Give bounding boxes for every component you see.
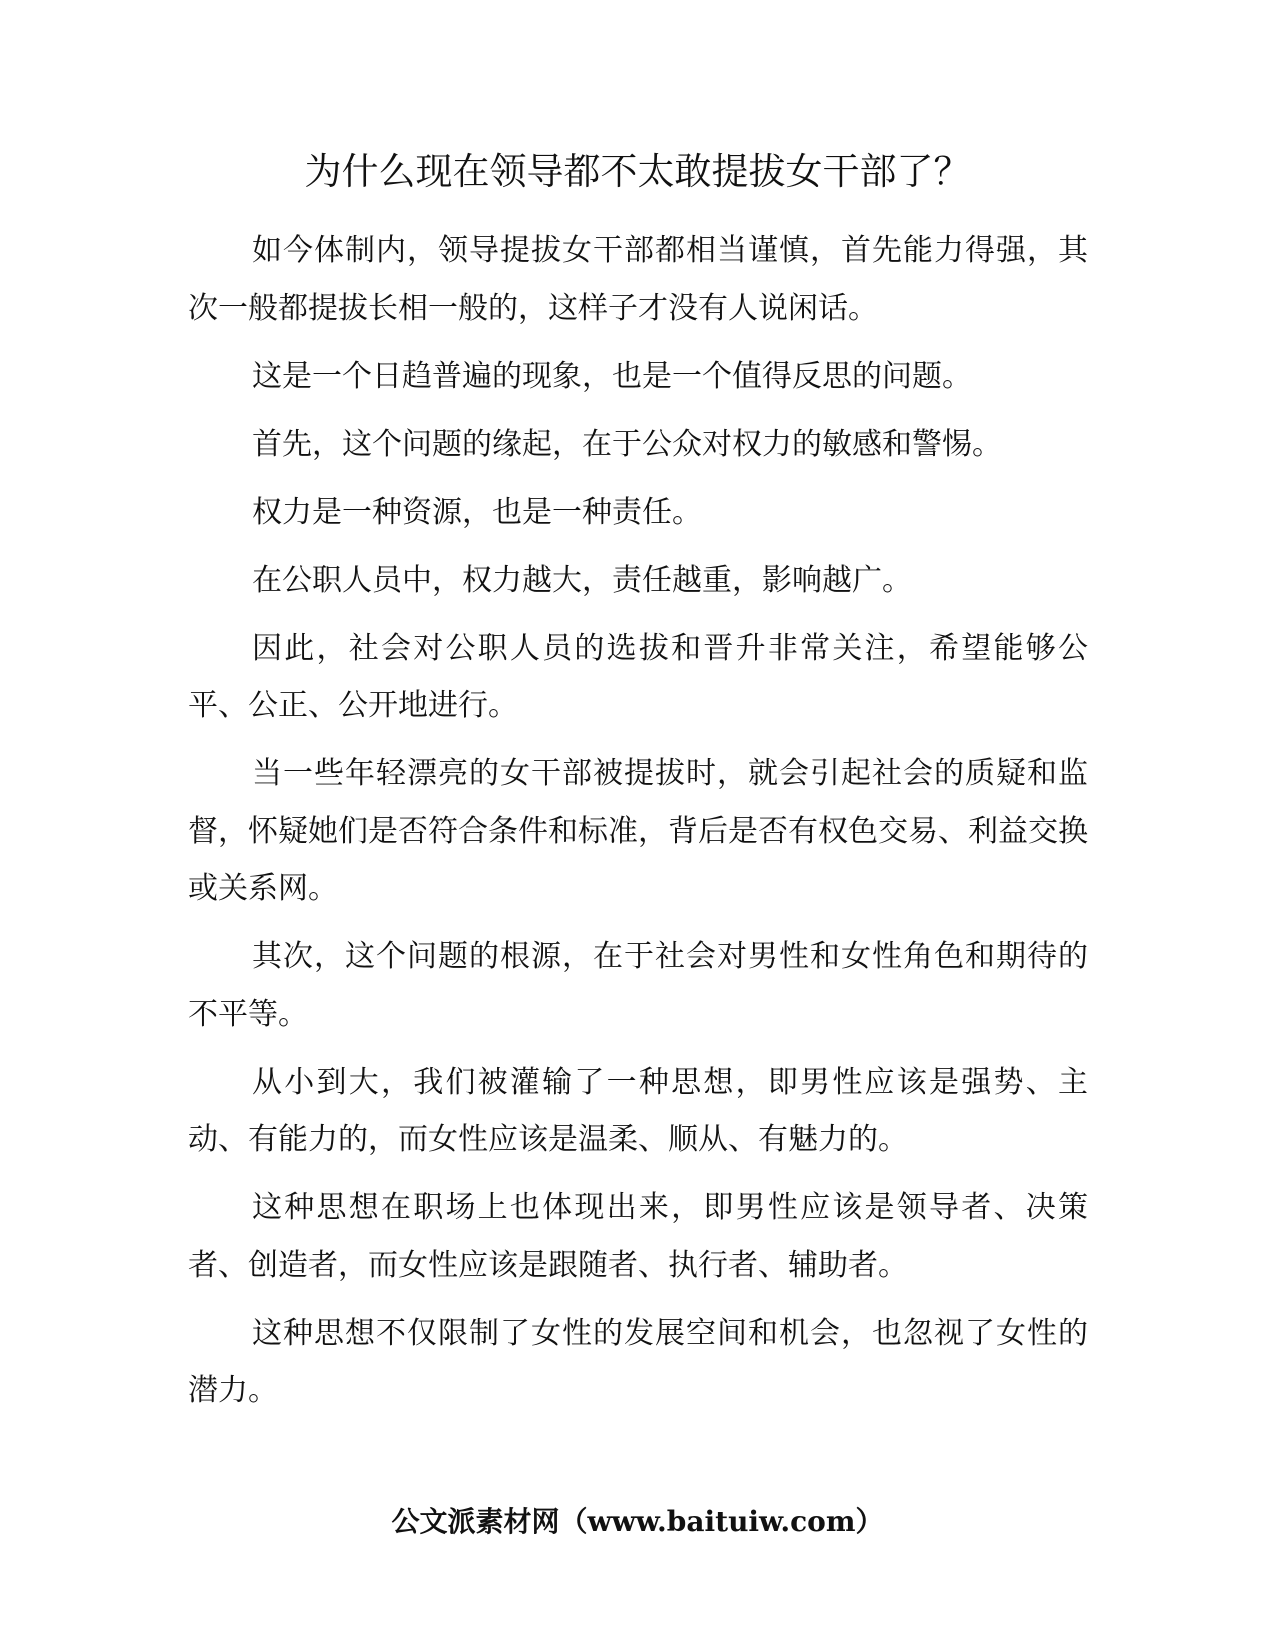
source-footer: 公文派素材网（www.baituiw.com） (391, 1505, 884, 1538)
paragraph: 这种思想在职场上也体现出来，即男性应该是领导者、决策者、创造者，而女性应该是跟随者、执行者、辅助者。 (188, 1190, 1088, 1283)
paragraph: 如今体制内，领导提拔女干部都相当谨慎，首先能力得强，其次一般都提拔长相一般的，这样子才没有人说闲话。 (188, 233, 1088, 326)
document-body (188, 222, 1088, 1430)
document-title: 为什么现在领导都不太敢提拔女干部了？ (304, 150, 971, 193)
paragraph: 首先，这个问题的缘起，在于公众对权力的敏感和警惕。 (252, 426, 1002, 462)
paragraph: 在公职人员中，权力越大，责任越重，影响越广。 (252, 562, 912, 598)
paragraph: 这是一个日趋普遍的现象，也是一个值得反思的问题。 (252, 358, 972, 394)
paragraph: 当一些年轻漂亮的女干部被提拔时，就会引起社会的质疑和监督，怀疑她们是否符合条件和标准，背后是否有权色交易、利益交换或关系网。 (188, 756, 1088, 906)
paragraph: 其次，这个问题的根源，在于社会对男性和女性角色和期待的不平等。 (188, 939, 1088, 1032)
paragraph: 权力是一种资源，也是一种责任。 (252, 494, 702, 530)
paragraph: 从小到大，我们被灌输了一种思想，即男性应该是强势、主动、有能力的，而女性应该是温柔、顺从、有魅力的。 (188, 1064, 1088, 1157)
paragraph: 这种思想不仅限制了女性的发展空间和机会，也忽视了女性的潜力。 (188, 1315, 1088, 1408)
paragraph: 因此，社会对公职人员的选拔和晋升非常关注，希望能够公平、公正、公开地进行。 (188, 630, 1088, 723)
